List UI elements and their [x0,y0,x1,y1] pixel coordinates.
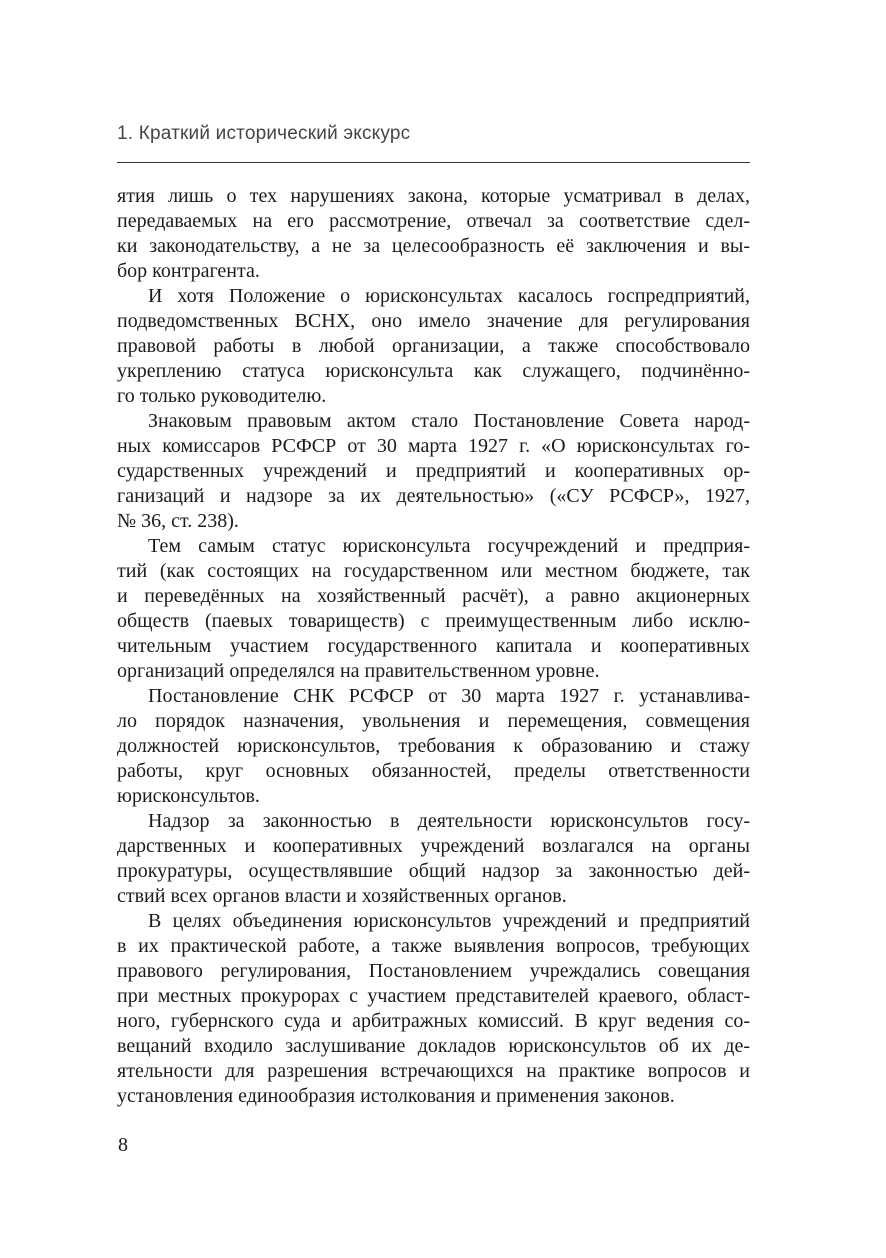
text-line: го только руководителю. [117,385,327,407]
text-line: работы, круг основных обязанностей, пределы ответственности [117,760,750,782]
header-rule [117,162,750,163]
text-line: ло порядок назначения, увольнения и перемещения, совмещения [117,710,750,732]
text-line: чительным участием государственного капитала и кооперативных [117,635,750,657]
text-line: при местных прокурорах с участием представителей краевого, област- [117,985,750,1007]
text-line: юрисконсультов. [117,785,260,807]
text-line: Тем самым статус юрисконсульта госучреждений и предприя- [148,535,750,557]
text-line: передаваемых на его рассмотрение, отвечал за соответствие сдел- [117,210,750,232]
text-line: В целях объединения юрисконсультов учреждений и предприятий [148,910,750,932]
text-line: обществ (паевых товариществ) с преимущественным либо исклю- [117,610,750,632]
text-line: ных комиссаров РСФСР от 30 марта 1927 г. «О юрисконсультах го- [117,435,750,457]
text-line: подведомственных ВСНХ, оно имело значение для регулирования [117,310,750,332]
text-line: сударственных учреждений и предприятий и кооперативных ор- [117,460,750,482]
paragraph [117,409,750,534]
text-line: тий (как состоящих на государственном или местном бюджете, так [117,560,750,582]
text-line: ного, губернского суда и арбитражных комиссий. В круг ведения со- [117,1010,750,1032]
text-line: должностей юрисконсультов, требования к образованию и стажу [117,735,750,757]
paragraph [117,909,750,1109]
text-line: ганизаций и надзоре за их деятельностью» («СУ РСФСР», 1927, [117,485,750,507]
text-line: прокуратуры, осуществлявшие общий надзор за законностью дей- [117,860,750,882]
text-line: укреплению статуса юрисконсульта как служащего, подчинённо- [117,360,750,382]
text-line: И хотя Положение о юрисконсультах касалось госпредприятий, [148,285,750,307]
page-number: 8 [118,1134,128,1156]
text-line: вещаний входило заслушивание докладов юрисконсультов об их де- [117,1035,750,1057]
text-line: и переведённых на хозяйственный расчёт), а равно акционерных [117,585,750,607]
body-text-block [117,184,750,1109]
text-line: Постановление СНК РСФСР от 30 марта 1927 г. устанавлива- [148,685,750,707]
text-line: ятельности для разрешения встречающихся на практике вопросов и [117,1060,750,1082]
paragraph [117,184,750,284]
text-line: организаций определялся на правительственном уровне. [117,660,600,682]
text-line: дарственных и кооперативных учреждений возлагался на органы [117,835,750,857]
text-line: ствий всех органов власти и хозяйственных органов. [117,885,567,907]
running-header: 1. Краткий исторический экскурс [117,123,411,144]
paragraph [117,284,750,409]
paragraph [117,684,750,809]
text-line: установления единообразия истолкования и применения законов. [117,1085,675,1107]
paragraph [117,809,750,909]
text-line: № 36, ст. 238). [117,510,239,532]
text-line: бор контрагента. [117,260,260,282]
text-line: Знаковым правовым актом стало Постановление Совета народ- [148,410,750,432]
text-line: в их практической работе, а также выявления вопросов, требующих [117,935,750,957]
text-line: Надзор за законностью в деятельности юрисконсультов госу- [148,810,750,832]
text-line: ки законодательству, а не за целесообразность её заключения и вы- [117,235,750,257]
text-line: правовой работы в любой организации, а также способствовало [117,335,750,357]
text-line: правового регулирования, Постановлением учреждались совещания [117,960,750,982]
text-line: ятия лишь о тех нарушениях закона, которые усматривал в делах, [117,185,750,207]
paragraph [117,534,750,684]
